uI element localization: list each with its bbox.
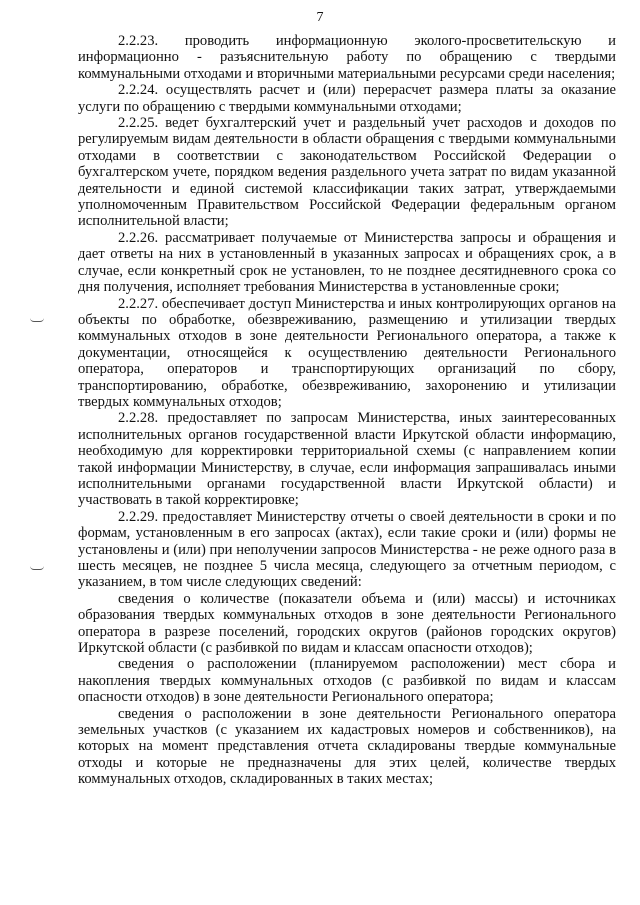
report-item-waste-volume: сведения о количестве (показатели объема и (или) массы) и источниках образования твердых коммунальных отходов в зоне деятельности Регионального оператора в разрезе поселений, городских округов (районов городских округов) Иркутской области (с разбивкой по видам и классам опасности отходов);	[78, 590, 616, 657]
paragraph-2-2-27: 2.2.27. обеспечивает доступ Министерства и иных контролирующих органов на объекты по обработке, обезвреживанию, размещению и утилизации твердых коммунальных отходов в зоне деятельности Регионального оператора, а также к документации, относящейся к осуществлению деятельности Регионального оператора, операторов и транспортирующих организаций по сбору, транспортированию, обработке, обезвреживанию, захоронению и утилизации твердых коммунальных отходов;	[78, 295, 616, 410]
report-item-land-plots: сведения о расположении в зоне деятельности Регионального оператора земельных участков (с указанием их кадастровых номеров и собственников), на которых на момент представления отчета складированы твердые коммунальные отходы и которые не предназначены для этих целей, количестве твердых коммунальных отходов, складированных в таких местах;	[78, 705, 616, 788]
paragraph-2-2-29: 2.2.29. предоставляет Министерству отчеты о своей деятельности в сроки и по формам, установленным в его запросах (актах), если такие сроки и (или) формы не установлены и (или) при неполучении запросов Министерства - не реже одного раза в шесть месяцев, не позднее 5 числа месяца, следующего за отчетным периодом, с указанием, в том числе следующих сведений:	[78, 508, 616, 591]
paragraph-2-2-26: 2.2.26. рассматривает получаемые от Министерства запросы и обращения и дает ответы на них в установленный в указанных запросах и обращениях срок, а в случае, если конкретный срок не установлен, то не позднее десятидневного срока со дня получения, исполняет требования Министерства в установленные сроки;	[78, 229, 616, 296]
margin-mark	[30, 566, 44, 570]
paragraph-2-2-24: 2.2.24. осуществлять расчет и (или) перерасчет размера платы за оказание услуги по обращению с твердыми коммунальными отходами;	[78, 82, 616, 115]
paragraph-2-2-25: 2.2.25. ведет бухгалтерский учет и раздельный учет расходов и доходов по регулируемым видам деятельности в области обращения с твердыми коммунальными отходами в соответствии с законодательством Российской Федерации о бухгалтерском учете, порядком ведения раздельного учета затрат по видам указанной деятельности и единой системой классификации таких затрат, утверждаемыми уполномоченным Правительством Российской Федерации федеральным органом исполнительной власти;	[78, 115, 616, 230]
paragraph-2-2-28: 2.2.28. предоставляет по запросам Министерства, иных заинтересованных исполнительных органов государственной власти Иркутской области информацию, необходимую для корректировки территориальной схемы (с направлением копии такой информации Министерству, в случае, если информация запрашивалась иными исполнительными органами государственной власти Иркутской области) и участвовать в такой корректировке;	[78, 410, 616, 509]
document-body	[78, 33, 616, 788]
margin-mark	[30, 318, 44, 322]
paragraph-2-2-23: 2.2.23. проводить информационную эколого-просветительскую и информационно - разъяснительную работу по обращению с твердыми коммунальными отходами и вторичными материальными ресурсами среди населения;	[78, 33, 616, 82]
report-item-collection-sites: сведения о расположении (планируемом расположении) мест сбора и накопления твердых коммунальных отходов (с разбивкой по видам и классам опасности отходов) в зоне деятельности Регионального оператора;	[78, 656, 616, 706]
page-number: 7	[316, 10, 324, 25]
